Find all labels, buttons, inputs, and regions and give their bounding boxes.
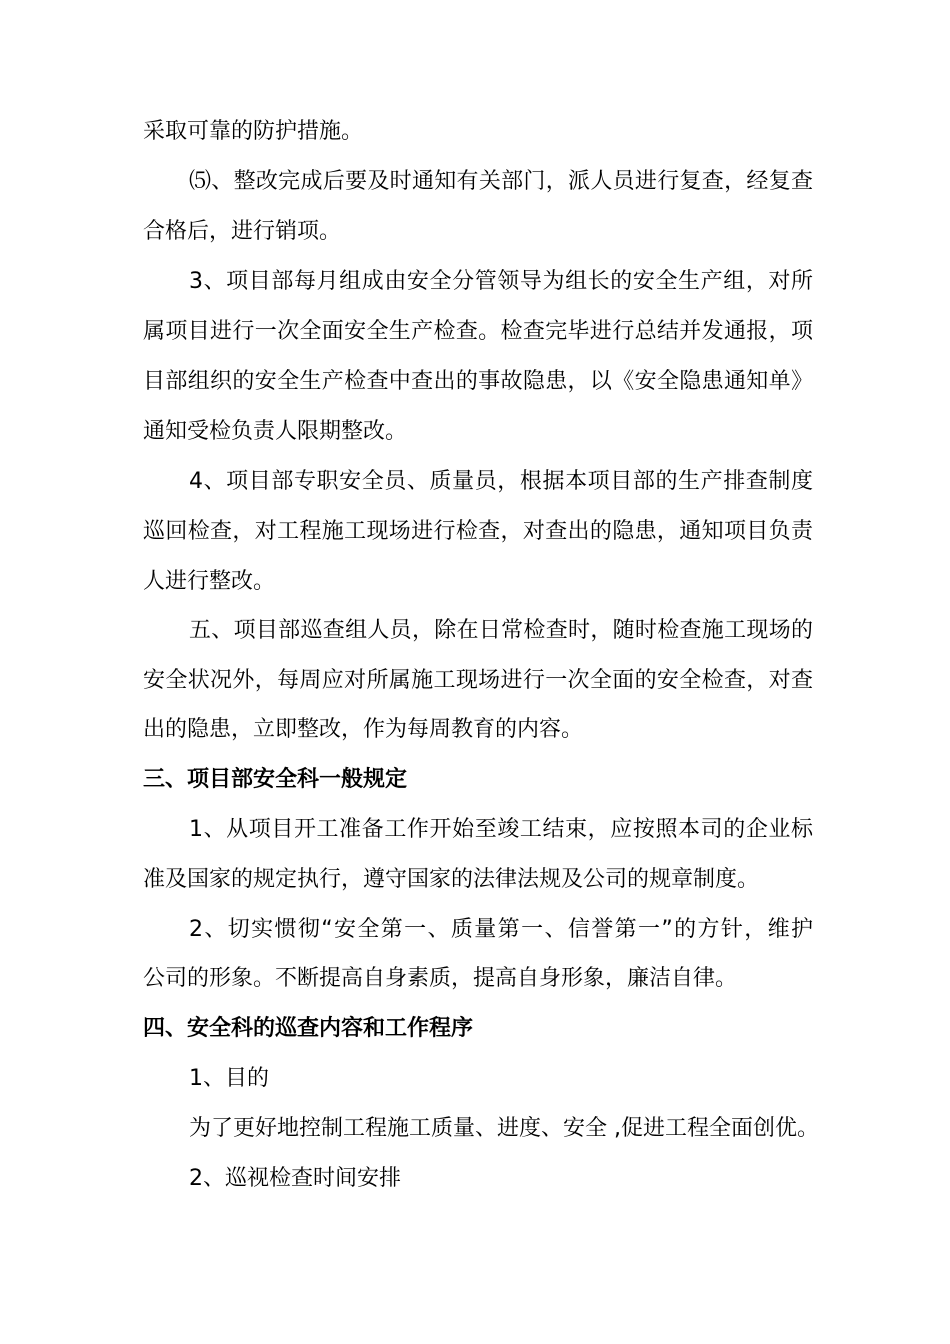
section-heading: 四、安全科的巡查内容和工作程序 xyxy=(143,1016,474,1041)
paragraph-line: 2、巡视检查时间安排 xyxy=(189,1166,401,1191)
paragraph-line: 人进行整改。 xyxy=(143,569,276,594)
paragraph-line: 通知受检负责人限期整改。 xyxy=(143,419,408,444)
paragraph-line: 公司的形象。不断提高自身素质，提高自身形象，廉洁自律。 xyxy=(143,966,738,991)
paragraph-line: 采取可靠的防护措施。 xyxy=(143,119,364,144)
paragraph-line: 属项目进行一次全面安全生产检查。检查完毕进行总结并发通报，项 xyxy=(143,319,813,344)
paragraph-line: 2、切实惯彻“安全第一、质量第一、信誉第一”的方针，维护 xyxy=(189,917,813,942)
paragraph-line: 巡回检查，对工程施工现场进行检查，对查出的隐患，通知项目负责 xyxy=(143,519,813,544)
paragraph-line: 安全状况外，每周应对所属施工现场进行一次全面的安全检查，对查 xyxy=(143,668,813,693)
paragraph-line: ⑸、整改完成后要及时通知有关部门，派人员进行复查，经复查 xyxy=(189,169,813,194)
paragraph-line: 准及国家的规定执行，遵守国家的法律法规及公司的规章制度。 xyxy=(143,867,760,892)
paragraph-line: 3、项目部每月组成由安全分管领导为组长的安全生产组，对所 xyxy=(189,269,813,294)
paragraph-line: 4、项目部专职安全员、质量员，根据本项目部的生产排查制度 xyxy=(189,469,813,494)
paragraph-line: 1、从项目开工准备工作开始至竣工结束，应按照本司的企业标 xyxy=(189,817,813,842)
paragraph-line: 1、目的 xyxy=(189,1066,269,1091)
paragraph-line: 目部组织的安全生产检查中查出的事故隐患，以《安全隐患通知单》 xyxy=(143,369,813,394)
paragraph-line: 合格后，进行销项。 xyxy=(143,219,342,244)
paragraph-line: 五、项目部巡查组人员，除在日常检查时，随时检查施工现场的 xyxy=(189,618,813,643)
paragraph-line: 为了更好地控制工程施工质量、进度、安全 ,促进工程全面创优。 xyxy=(189,1116,819,1141)
paragraph-line: 出的隐患，立即整改，作为每周教育的内容。 xyxy=(143,717,584,742)
section-heading: 三、项目部安全科一般规定 xyxy=(143,767,408,792)
